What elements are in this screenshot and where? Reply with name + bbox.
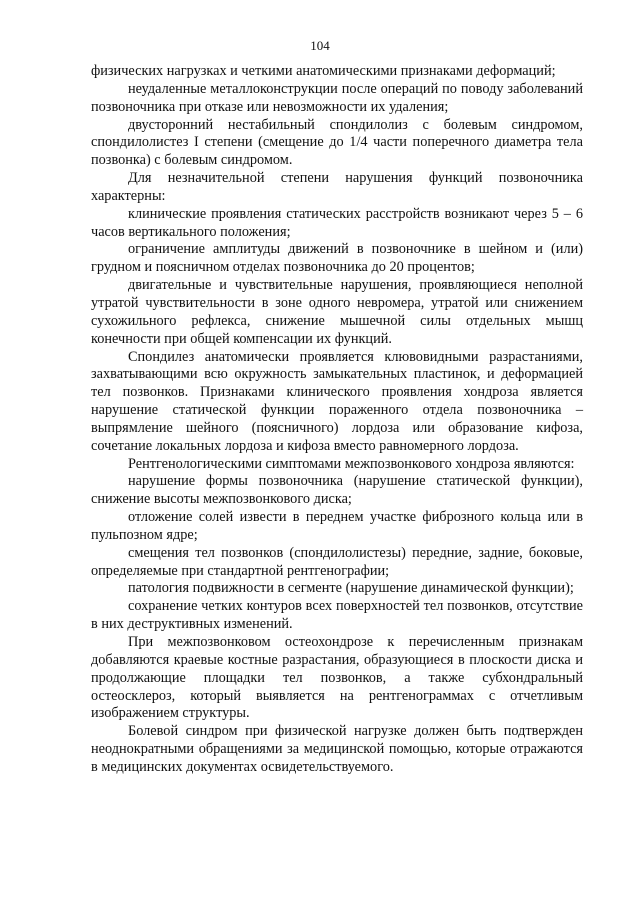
- paragraph-continuation: физических нагрузках и четкими анатомическими признаками деформаций;: [91, 63, 556, 79]
- paragraph-motion-limitation: ограничение амплитуды движений в позвоночнике в шейном и (или) грудном и поясничном отделах позвоночника до 20 процентов;: [91, 241, 583, 276]
- paragraph-spine-shape: нарушение формы позвоночника (нарушение статической функции), снижение высоты межпозвонкового диска;: [91, 473, 583, 508]
- paragraph-minor-degree-intro: Для незначительной степени нарушения функций позвоночника характерны:: [91, 170, 583, 204]
- paragraph-static-disorders: клинические проявления статических расстройств возникают через 5 – 6 часов вертикального положения;: [91, 205, 583, 240]
- paragraph-osteochondrosis: При межпозвонковом остеохондрозе к перечисленным признакам добавляются краевые костные разрастания, образующиеся в плоскости диска и продолжающие площадки тел позвонков, а также субхондральный остеосклероз, который выявляется на рентгенограммах с отчетливым изображением структуры.: [91, 634, 583, 722]
- paragraph-xray-intro: Рентгенологическими симптомами межпозвонкового хондроза являются:: [128, 455, 575, 472]
- paragraph-motor-sensory: двигательные и чувствительные нарушения, проявляющиеся неполной утратой чувствительности в зоне одного невромера, утратой или снижением сухожильного рефлекса, снижение мышечной силы отдельных мышц конечности при общей компенсации их функций.: [91, 277, 583, 347]
- page-number: 104: [310, 38, 330, 53]
- paragraph-metal-constructions: неудаленные металлоконструкции после операций по поводу заболеваний позвоночника при отказе или невозможности их удаления;: [91, 80, 583, 115]
- paragraph-mobility-pathology: патология подвижности в сегменте (нарушение динамической функции);: [128, 580, 574, 597]
- paragraph-calcium-deposits: отложение солей извести в переднем участке фиброзного кольца или в пульпозном ядре;: [91, 509, 583, 543]
- document-body: [91, 63, 583, 777]
- paragraph-vertebral-shift: смещения тел позвонков (спондилолистезы) передние, задние, боковые, определяемые при стандартной рентгенографии;: [91, 544, 583, 579]
- paragraph-contours: сохранение четких контуров всех поверхностей тел позвонков, отсутствие в них деструктивных изменений.: [91, 598, 583, 633]
- paragraph-spondylolysis: двусторонний нестабильный спондилолиз с болевым синдромом, спондилолистез I степени (смещение до 1/4 части поперечного диаметра тела позвонка) с болевым синдромом.: [91, 116, 583, 169]
- paragraph-spondylosis: Спондилез анатомически проявляется клювовидными разрастаниями, захватывающими всю окружность замыкательных пластинок, и деформацией тел позвонков. Признаками клинического проявления хондроза является нарушение статической функции пораженного отдела позвоночника – выпрямление шейного (поясничного) лордоза или образование кифоза, сочетание локальных лордоза и кифоза вместо равномерного лордоза.: [91, 348, 583, 454]
- paragraph-pain-syndrome: Болевой синдром при физической нагрузке должен быть подтвержден неоднократными обращениями за медицинской помощью, которые отражаются в медицинских документах освидетельствуемого.: [91, 723, 583, 775]
